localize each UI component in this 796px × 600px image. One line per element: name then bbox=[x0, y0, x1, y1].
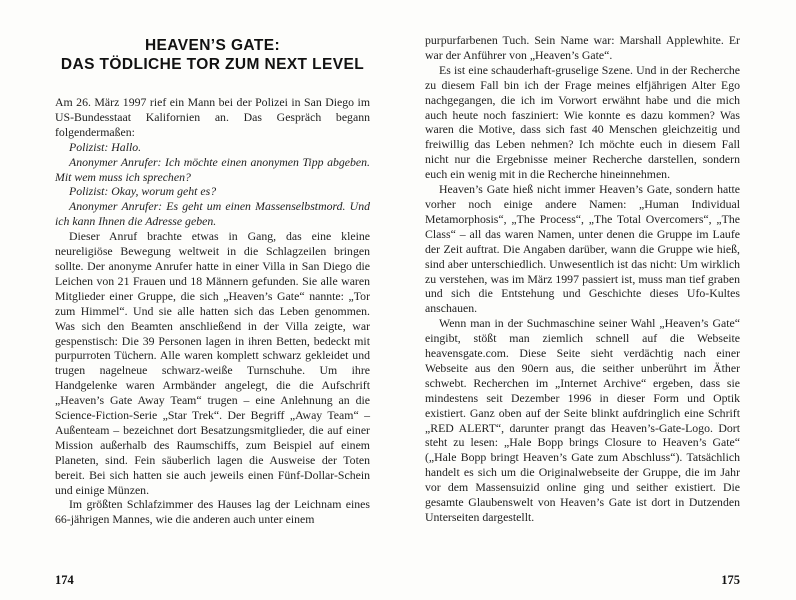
dialogue-line: Anonymer Anrufer: Es geht um einen Massenselbstmord. Und ich kann Ihnen die Adresse geben. bbox=[55, 199, 370, 229]
paragraph: Es ist eine schauderhaft-gruselige Szene. Und in der Recherche zu diesem Fall bin ich der Frage meines elfjährigen Alter Ego nachgegangen, die ich im Vorwort erwähnt habe und die mich auch heute noch fasziniert: Wie konnte es dazu kommen? Was waren die Motive, dass sich fast 40 Menschen gleichzeitig und freiwillig das Leben nehmen? Ich möchte euch in diesem Fall nicht nur die Ergebnisse meiner Recherche darstellen, sondern euch ein wenig mit in die Recherche hineinnehmen. bbox=[425, 62, 740, 182]
left-page-body-text bbox=[55, 95, 370, 527]
page-right bbox=[398, 0, 796, 600]
paragraph: Dieser Anruf brachte etwas in Gang, das eine kleine neureligiöse Bewegung weltweit in die Schlagzeilen bringen sollte. Der anonyme Anrufer hatte in einer Villa in San Diego die Leichen von 21 Frauen und 18 Männern gefunden. Sie alle waren Mitglieder einer Gruppe, die sich „Heaven’s Gate“ nannte: „Tor zum Himmel“. Und sie alle hatten sich das Leben genommen. Was sich den Beamten anschließend in der Villa zeigte, war gespenstisch: Die 39 Personen lagen in ihren Betten, bedeckt mit purpurroten Tüchern. Alle waren komplett schwarz gekleidet und trugen nagelneue schwarz-weiße Turnschuhe. Um ihre Handgelenke waren Armbänder angelegt, die die Aufschrift „Heaven’s Gate Away Team“ trugen – eine Anlehnung an die Science-Fiction-Serie „Star Trek“. Der Begriff „Away Team“ – Außenteam – bezeichnet dort Besatzungsmitglieder, die auf einer Mission außerhalb des Raumschiffs, zum Beispiel auf einem Planeten, sind. Fein säuberlich lagen die Ausweise der Toten bereit. Bei sich hatten sie auch jeweils einen Fünf-Dollar-Schein und einige Münzen. bbox=[55, 229, 370, 497]
paragraph: Im größten Schlafzimmer des Hauses lag der Leichnam eines 66-jährigen Mannes, wie die anderen auch unter einem bbox=[55, 497, 370, 527]
paragraph-opening: Am 26. März 1997 rief ein Mann bei der Polizei in San Diego im US-Bundesstaat Kalifornien an. Das Gespräch begann folgendermaßen: bbox=[55, 95, 370, 139]
chapter-title bbox=[55, 36, 370, 74]
right-page-body-text bbox=[425, 33, 740, 525]
page-number-left: 174 bbox=[55, 573, 74, 587]
paragraph: Wenn man in der Suchmaschine seiner Wahl „Heaven’s Gate“ eingibt, stößt man ziemlich schnell auf die Webseite heavensgate.com. Diese Seite sieht verdächtig nach einer Webseite aus den 90ern aus, die seither unberührt im Äther schwebt. Recherchen im „Internet Archive“ ergeben, dass sie mindestens seit Dezember 1996 in dieser Form und Optik existiert. Ganz oben auf der Seite blinkt aufdringlich eine Schrift „RED ALERT“, darunter prangt das Heaven’s-Gate-Logo. Dort steht zu lesen: „Hale Bopp brings Closure to Heaven’s Gate“ („Hale Bopp bringt Heaven’s Gate zum Abschluss“). Tatsächlich handelt es sich um die Originalwebseite der Gruppe, die im Jahr vor dem Massensuizid online ging und seither existiert. Die gesamte Glaubenswelt von Heaven’s Gate ist dort in Dutzenden Unterseiten dargestellt. bbox=[425, 316, 740, 524]
page-number-right: 175 bbox=[721, 573, 740, 587]
dialogue-line: Polizist: Hallo. bbox=[69, 139, 142, 154]
paragraph: Heaven’s Gate hieß nicht immer Heaven’s Gate, sondern hatte vorher noch einige andere Namen: „Human Individual Metamorphosis“, „The Process“, „The Total Overcomers“, „The Class“ – all das waren Namen, unter denen die Gruppe im Laufe der Zeit auftrat. Die Angaben darüber, wann die Gruppe wie hieß, sind aber unterschiedlich. Unwesentlich ist das nicht: Um wirklich zu verstehen, was im März 1997 passiert ist, muss man tief graben und sich die Entstehung und Geschichte dieses Ufo-Kultes anschauen. bbox=[425, 182, 740, 316]
chapter-title-line2: DAS TÖDLICHE TOR ZUM NEXT LEVEL bbox=[60, 56, 365, 73]
chapter-title-line1: HEAVEN’S GATE: bbox=[144, 37, 281, 54]
paragraph-continuation: purpurfarbenen Tuch. Sein Name war: Marshall Applewhite. Er war der Anführer von „Heaven’s Gate“. bbox=[425, 33, 740, 62]
dialogue-line: Polizist: Okay, worum geht es? bbox=[69, 184, 217, 199]
dialogue-line: Anonymer Anrufer: Ich möchte einen anonymen Tipp abgeben. Mit wem muss ich sprechen? bbox=[55, 154, 370, 184]
